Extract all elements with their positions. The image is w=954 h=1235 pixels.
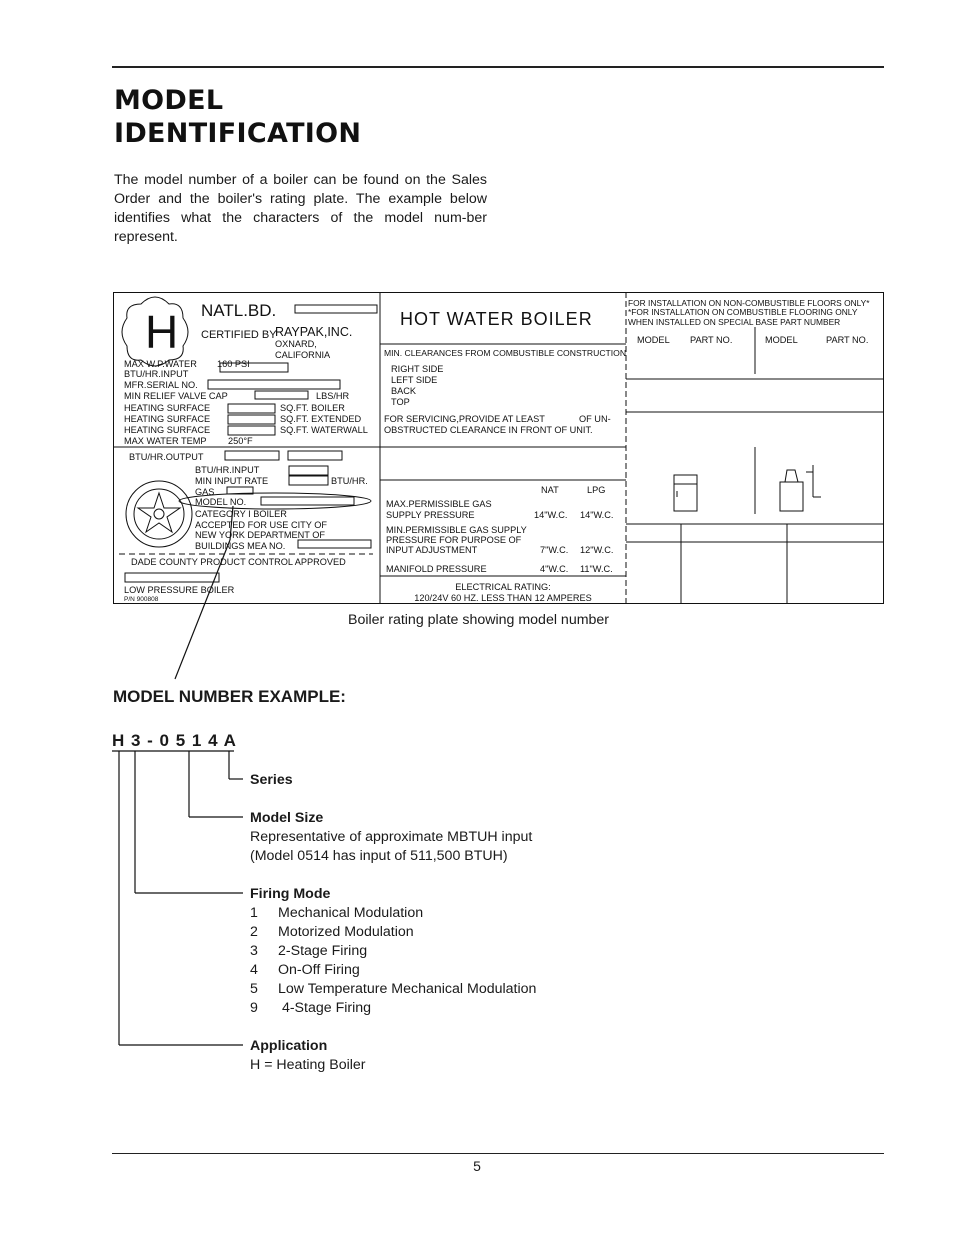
plate-min-lpg: 12"W.C. [580, 545, 614, 555]
plate-model-no: MODEL NO. [195, 497, 247, 507]
plate-max-gas-2: SUPPLY PRESSURE [386, 510, 475, 520]
plate-maker: RAYPAK,INC. [275, 325, 353, 339]
plate-sqft-extended: SQ.FT. EXTENDED [280, 414, 362, 424]
svg-text:H: H [145, 306, 179, 358]
firing-mode-num: 2 [250, 924, 258, 940]
plate-model-col-1: MODEL [637, 335, 670, 345]
plate-nyc-1: ACCEPTED FOR USE CITY OF [195, 520, 328, 530]
rating-plate-illustration [113, 292, 884, 604]
plate-heating-surface-1: HEATING SURFACE [124, 403, 211, 413]
firing-mode-item [250, 961, 536, 980]
firing-mode-label: 4-Stage Firing [278, 1000, 372, 1016]
plate-max-temp: MAX WATER TEMP [124, 436, 207, 446]
firing-mode-num: 9 [250, 1000, 258, 1016]
plate-sqft-boiler: SQ.FT. BOILER [280, 403, 345, 413]
plate-max-nat: 14"W.C. [534, 510, 568, 520]
plate-low-pressure: LOW PRESSURE BOILER [124, 585, 235, 595]
series-section [250, 771, 293, 790]
plate-gas: GAS [195, 487, 215, 497]
application-heading: Application [250, 1038, 328, 1054]
plate-min-gas-3: INPUT ADJUSTMENT [386, 545, 478, 555]
page-number: 5 [473, 1158, 481, 1174]
plate-max-gas-1: MAX.PERMISSIBLE GAS [386, 499, 492, 509]
star-seal-icon [126, 481, 192, 547]
series-heading: Series [250, 772, 293, 788]
plate-part-col-1: PART NO. [690, 335, 733, 345]
title-line-2: IDENTIFICATION [114, 118, 362, 149]
plate-lpg: LPG [587, 485, 606, 495]
plate-sqft-waterwall: SQ.FT. WATERWALL [280, 425, 368, 435]
top-rule [112, 66, 884, 68]
firing-mode-label: On-Off Firing [278, 962, 360, 978]
plate-min-gas-1: MIN.PERMISSIBLE GAS SUPPLY [386, 525, 527, 535]
model-size-heading: Model Size [250, 810, 324, 826]
plate-psi: 160 PSI [217, 359, 250, 369]
plate-floor-3: WHEN INSTALLED ON SPECIAL BASE PART NUMBER [628, 317, 841, 327]
plate-relief: MIN RELIEF VALVE CAP [124, 391, 228, 401]
page-title [114, 84, 361, 150]
bottom-rule [112, 1153, 884, 1154]
firing-mode-label: 2-Stage Firing [278, 943, 368, 959]
plate-elec-1: ELECTRICAL RATING: [455, 582, 551, 592]
plate-min-gas-2: PRESSURE FOR PURPOSE OF [386, 535, 522, 545]
plate-btu-input-2: BTU/HR.INPUT [195, 465, 260, 475]
plate-btu-input: BTU/HR.INPUT [124, 369, 189, 379]
intro-paragraph: The model number of a boiler can be found on the Sales Order and the boiler's rating plate. The example below identifies what the characters of the model num-ber represent. [114, 172, 487, 245]
firing-mode-label: Mechanical Modulation [278, 905, 424, 921]
plate-clearances: MIN. CLEARANCES FROM COMBUSTIBLE CONSTRUCTION [384, 348, 627, 358]
plate-heating-surface-2: HEATING SURFACE [124, 414, 211, 424]
plate-category: CATEGORY I BOILER [195, 509, 287, 519]
plate-max-wp: MAX W.P.WATER [124, 359, 197, 369]
plate-btu-hr: BTU/HR. [331, 476, 368, 486]
plate-nyc-3: BUILDINGS MEA NO. [195, 541, 286, 551]
plate-floor-1: FOR INSTALLATION ON NON-COMBUSTIBLE FLOORS ONLY* [628, 298, 870, 308]
plate-left-side: LEFT SIDE [391, 375, 438, 385]
firing-mode-heading: Firing Mode [250, 886, 331, 902]
plate-elec-2: 120/24V 60 HZ. LESS THAN 12 AMPERES [414, 593, 592, 603]
figure-caption: Boiler rating plate showing model number [348, 612, 610, 628]
firing-mode-item [250, 942, 536, 961]
firing-mode-item [250, 980, 536, 999]
model-size-section [250, 809, 532, 866]
plate-btu-output: BTU/HR.OUTPUT [129, 452, 204, 462]
plate-manifold: MANIFOLD PRESSURE [386, 564, 487, 574]
boiler-with-base-icon [780, 482, 803, 511]
plate-temp: 250°F [228, 436, 253, 446]
plate-dade: DADE COUNTY PRODUCT CONTROL APPROVED [131, 557, 346, 567]
plate-city: OXNARD, [275, 339, 317, 349]
plate-min-nat: 7"W.C. [540, 545, 569, 555]
application-line-1: H = Heating Boiler [250, 1057, 366, 1073]
model-number-example-heading: MODEL NUMBER EXAMPLE: [113, 687, 346, 706]
plate-nyc-2: NEW YORK DEPARTMENT OF [195, 530, 326, 540]
application-section [250, 1037, 366, 1075]
firing-mode-num: 5 [250, 981, 258, 997]
plate-model-col-2: MODEL [765, 335, 798, 345]
firing-mode-num: 4 [250, 962, 258, 978]
plate-min-input: MIN INPUT RATE [195, 476, 269, 486]
firing-mode-item [250, 904, 536, 923]
firing-mode-section [250, 885, 536, 1018]
plate-back: BACK [391, 386, 417, 396]
plate-lbs: LBS/HR [316, 391, 350, 401]
model-code: H 3 - 0 5 1 4 A [112, 731, 237, 750]
plate-servicing-of: OF UN- [579, 414, 611, 424]
title-line-1: MODEL [114, 85, 224, 116]
firing-mode-num: 1 [250, 905, 258, 921]
model-size-line-2: (Model 0514 has input of 511,500 BTUH) [250, 848, 508, 864]
plate-man-lpg: 11"W.C. [580, 564, 613, 574]
plate-man-nat: 4"W.C. [540, 564, 569, 574]
plate-serial: MFR.SERIAL NO. [124, 380, 198, 390]
plate-top: TOP [391, 397, 410, 407]
plate-natl-bd: NATL.BD. [201, 301, 277, 320]
plate-servicing-2: OBSTRUCTED CLEARANCE IN FRONT OF UNIT. [384, 425, 593, 435]
plate-pn: P/N 900808 [124, 596, 159, 603]
plate-state: CALIFORNIA [275, 350, 331, 360]
firing-mode-item [250, 923, 536, 942]
plate-right-side: RIGHT SIDE [391, 364, 444, 374]
plate-heating-surface-3: HEATING SURFACE [124, 425, 211, 435]
plate-nat: NAT [541, 485, 559, 495]
firing-mode-label: Motorized Modulation [278, 924, 414, 940]
plate-part-col-2: PART NO. [826, 335, 869, 345]
firing-mode-label: Low Temperature Mechanical Modulation [278, 981, 537, 997]
plate-certified-by: CERTIFIED BY [201, 329, 277, 341]
model-size-line-1: Representative of approximate MBTUH input [250, 829, 533, 845]
plate-servicing-1: FOR SERVICING,PROVIDE AT LEAST [384, 414, 545, 424]
plate-max-lpg: 14"W.C. [580, 510, 614, 520]
firing-mode-num: 3 [250, 943, 258, 959]
firing-mode-item [250, 999, 536, 1018]
plate-floor-2: *FOR INSTALLATION ON COMBUSTIBLE FLOORING ONLY [628, 307, 858, 317]
plate-hot-water: HOT WATER BOILER [400, 309, 593, 329]
